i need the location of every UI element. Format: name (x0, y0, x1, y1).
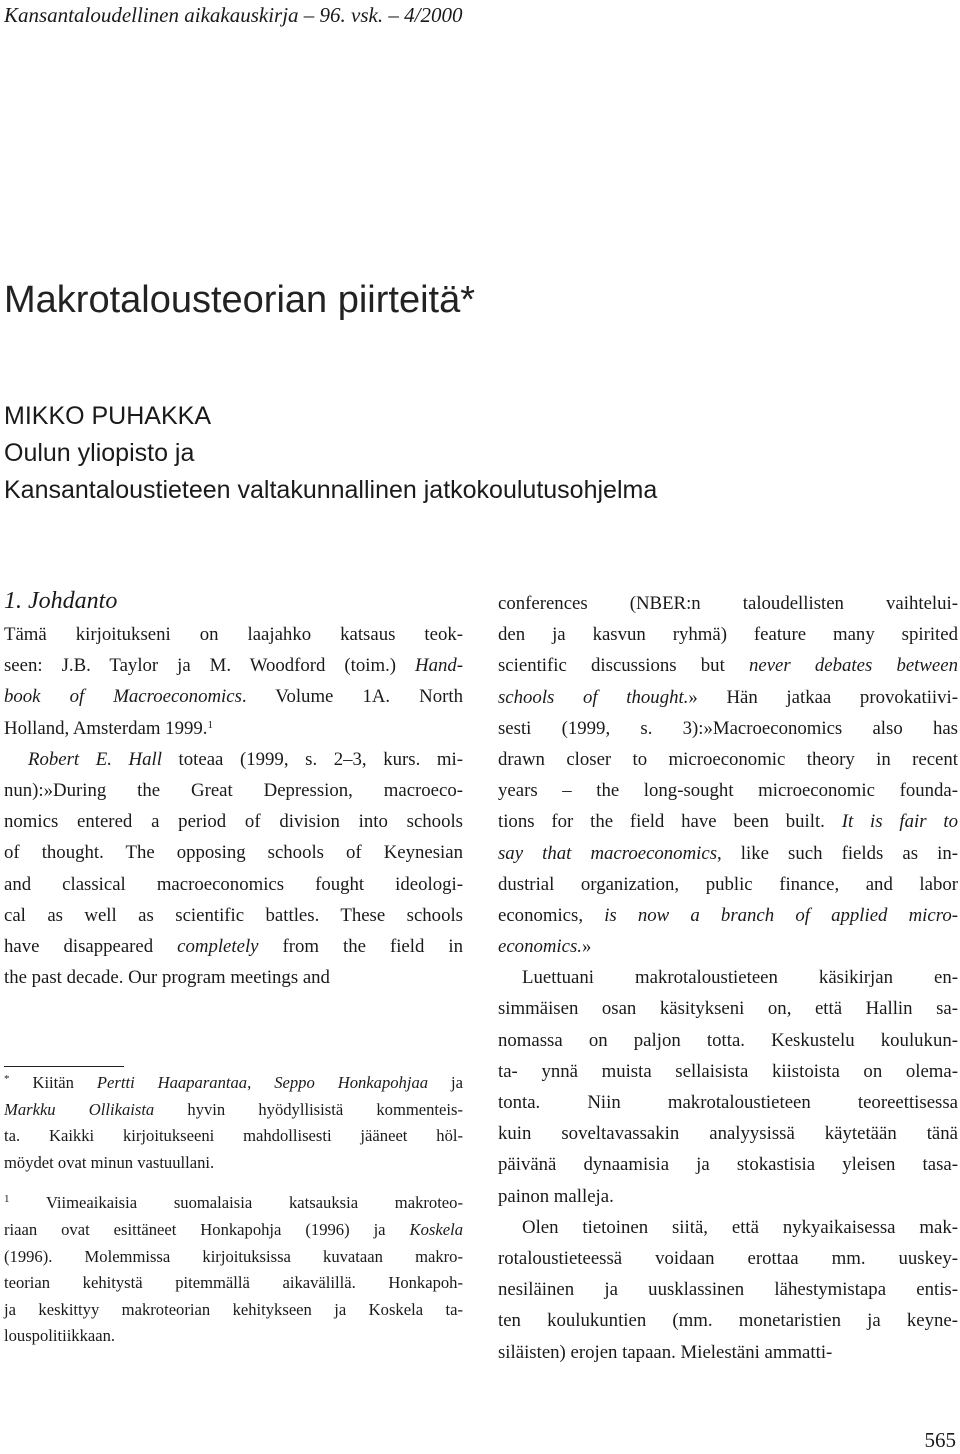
footnote-marker: 1 (4, 1193, 10, 1206)
body-line: of thought. The opposing schools of Keynesian (4, 842, 463, 864)
body-line: Holland, Amsterdam 1999.$^1$ (4, 717, 213, 739)
footnote-line: ta. Kaikki kirjoitukseeni mahdollisesti jääneet höl- (4, 1126, 463, 1146)
footnote-line: ja keskittyy makroteorian kehitykseen ja Koskela ta- (4, 1299, 463, 1319)
body-line: rotaloustieteessä voidaan erottaa mm. uuskey- (498, 1247, 958, 1269)
page-number: 565 (924, 1428, 956, 1452)
body-line: economics.» (498, 936, 592, 958)
footnote-gap (4, 1176, 463, 1190)
body-line: scientific discussions but never debates between (498, 655, 958, 677)
body-line: painon malleja. (498, 1185, 614, 1207)
body-line: nomics entered a period of division into schools (4, 811, 463, 833)
body-line: dustrial organization, public finance, and labor (498, 873, 958, 895)
body-line: nesiläinen ja uusklassinen lähestymistapa entis- (498, 1279, 958, 1301)
body-line: kuin soveltavassakin analyysissä käytetään tänä (498, 1123, 958, 1145)
body-line: cal as well as scientific battles. These schools (4, 904, 463, 926)
body-line: say that macroeconomics, like such fields as in- (498, 842, 958, 864)
body-line: schools of thought.» Hän jatkaa provokatiivi- (498, 686, 958, 708)
author-block (4, 398, 904, 509)
body-line: and classical macroeconomics fought ideologi- (4, 873, 463, 895)
footnote-marker: 1 (207, 718, 213, 731)
footnote-marker: * (4, 1073, 10, 1085)
body-line: Luettuani makrotaloustieteen käsikirjan en- (522, 967, 958, 989)
body-line: siläisten) erojen tapaan. Mielestäni ammatti- (498, 1341, 833, 1363)
section-heading: 1. Johdanto (4, 588, 118, 614)
footnote-line: Markku Ollikaista hyvin hyödyllisistä kommenteis- (4, 1099, 463, 1119)
body-line: den ja kasvun ryhmä) feature many spirited (498, 624, 958, 646)
left-column (4, 619, 463, 993)
body-line: nomassa on paljon totta. Keskustelu koulukun- (498, 1029, 958, 1051)
affiliation-line: Oulun yliopisto ja (4, 439, 195, 467)
body-line: Robert E. Hall toteaa (1999, s. 2–3, kurs. mi- (28, 748, 463, 770)
body-line: ten koulukuntien (mm. monetaristien ja keyne- (498, 1310, 958, 1332)
right-column (498, 588, 958, 1368)
body-line: years – the long-sought microeconomic founda- (498, 780, 958, 802)
body-line: tonta. Niin makrotaloustieteen teoreettisessa (498, 1092, 958, 1113)
body-line: nun):»During the Great Depression, macroeco- (4, 779, 463, 801)
body-line: päivänä dynaamisia ja stokastisia yleisen tasa- (498, 1154, 958, 1176)
body-line: book of Macroeconomics. Volume 1A. North (4, 686, 463, 708)
footnote-line: $^1$ Viimeaikaisia suomalaisia katsauksia makroteo- (4, 1193, 463, 1213)
article-title: Makrotalousteorian piirteitä* (4, 279, 476, 321)
footnote-rule (4, 1066, 124, 1067)
footnote-line: (1996). Molemmissa kirjoituksissa kuvataan makro- (4, 1246, 463, 1266)
footnote-line: louspolitiikkaan. (4, 1326, 116, 1346)
body-line: the past decade. Our program meetings and (4, 967, 330, 989)
author-name: MIKKO PUHAKKA (4, 402, 211, 430)
running-header: Kansantaloudellinen aikakauskirja – 96. vsk. – 4/2000 (4, 3, 463, 27)
body-line: have disappeared completely from the field in (4, 935, 463, 957)
footnote-line: möydet ovat minun vastuullani. (4, 1152, 215, 1172)
body-line: tions for the field have been built. It is fair to (498, 811, 958, 833)
affiliation-line: Kansantaloustieteen valtakunnallinen jatkokoulutusohjelma (4, 476, 658, 504)
body-line: conferences (NBER:n taloudellisten vaihtelui- (498, 593, 958, 614)
body-line: Olen tietoinen siitä, että nykyaikaisessa mak- (522, 1216, 958, 1238)
body-line: Tämä kirjoitukseni on laajahko katsaus teok- (4, 624, 463, 645)
body-line: economics, is now a branch of applied micro- (498, 904, 958, 926)
body-line: seen: J.B. Taylor ja M. Woodford (toim.) Hand- (4, 655, 463, 677)
footnote-line: * Kiitän Pertti Haaparantaa, Seppo Honkapohjaa ja (4, 1073, 463, 1092)
footnote-line: riaan ovat esittäneet Honkapohja (1996) ja Koskela (4, 1219, 463, 1239)
footnotes (4, 1070, 463, 1350)
body-line: ta- ynnä muista sellaisista kiistoista on olema- (498, 1060, 958, 1082)
body-line: sesti (1999, s. 3):»Macroeconomics also has (498, 717, 958, 739)
body-line: drawn closer to microeconomic theory in recent (498, 748, 958, 770)
body-line: simmäisen osan käsitykseni on, että Hallin sa- (498, 998, 958, 1020)
footnote-line: teorian kehitystä pitemmällä aikavälillä. Honkapoh- (4, 1273, 463, 1293)
